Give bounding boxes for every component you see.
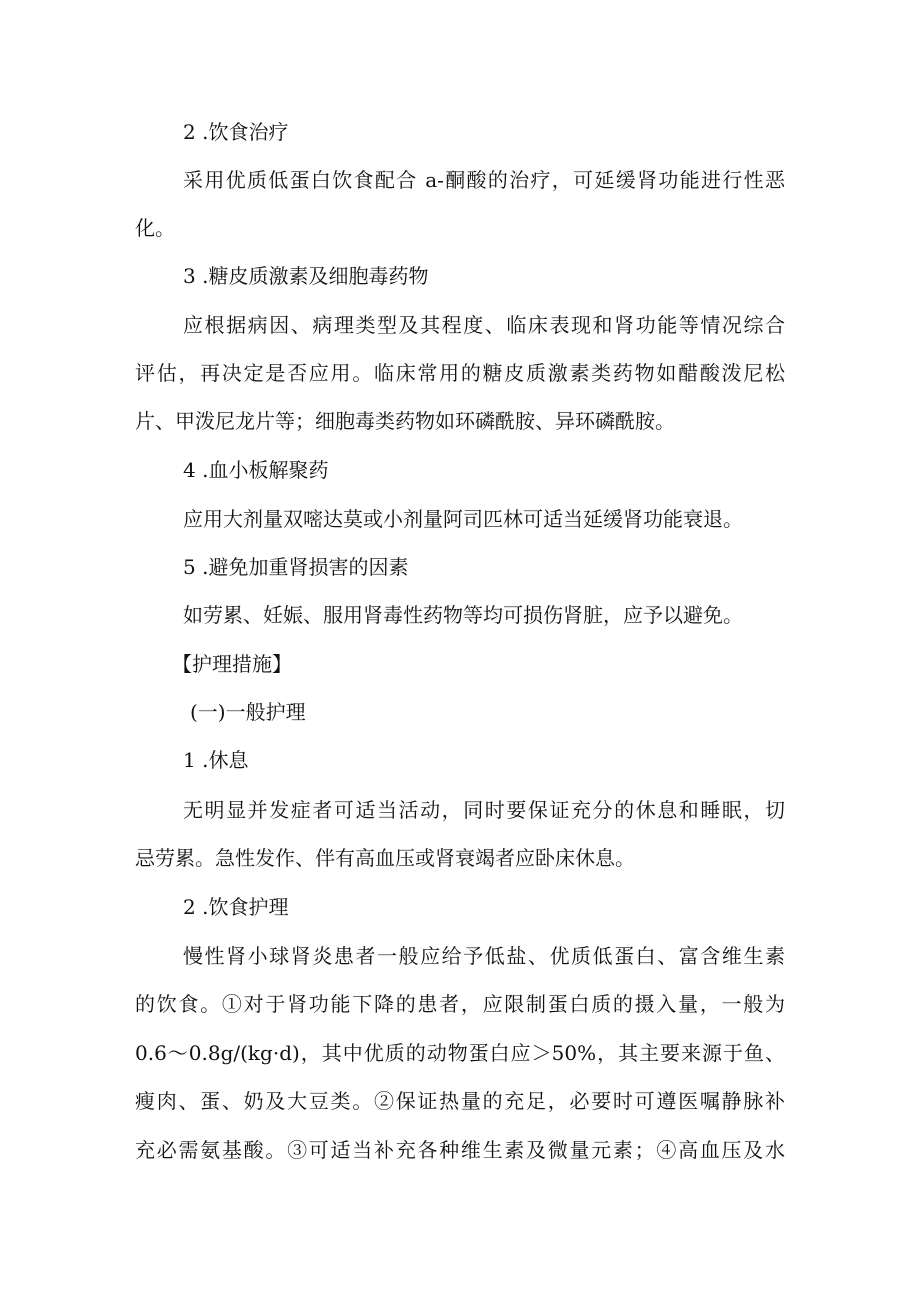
paragraph-line: 忌劳累。急性发作、伴有高血压或肾衰竭者应卧床休息。 [135, 846, 635, 870]
section-title-nursing-measures: 【护理措施】 [172, 652, 292, 676]
paragraph-line: 片、甲泼尼龙片等；细胞毒类药物如环磷酰胺、异环磷酰胺。 [135, 409, 675, 433]
paragraph-line: 0.6～0.8g/(kg·d)，其中优质的动物蛋白应＞50%，其主要来源于鱼、 [135, 1041, 785, 1065]
paragraph-line: 的饮食。①对于肾功能下降的患者，应限制蛋白质的摄入量，一般为 [135, 992, 785, 1016]
paragraph-line: 应根据病因、病理类型及其程度、临床表现和肾功能等情况综合 [183, 313, 785, 337]
heading-antiplatelet: 4 .血小板解聚药 [183, 458, 329, 482]
heading-rest: 1 .休息 [183, 748, 249, 772]
paragraph-line: 采用优质低蛋白饮食配合 a-酮酸的治疗，可延缓肾功能进行性恶 [183, 168, 785, 192]
heading-glucocorticoids: 3 .糖皮质激素及细胞毒药物 [183, 264, 429, 288]
paragraph-line: 化。 [135, 216, 175, 240]
paragraph-line: 慢性肾小球肾炎患者一般应给予低盐、优质低蛋白、富含维生素 [183, 944, 785, 968]
subsection-general-nursing: (一)一般护理 [190, 700, 306, 724]
paragraph-line: 瘦肉、蛋、奶及大豆类。②保证热量的充足，必要时可遵医嘱静脉补 [135, 1089, 785, 1113]
heading-avoid-factors: 5 .避免加重肾损害的因素 [183, 555, 409, 579]
paragraph-line: 充必需氨基酸。③可适当补充各种维生素及微量元素；④高血压及水 [135, 1138, 785, 1162]
paragraph-line: 无明显并发症者可适当活动，同时要保证充分的休息和睡眠，切 [183, 798, 785, 822]
paragraph-line: 如劳累、妊娠、服用肾毒性药物等均可损伤肾脏，应予以避免。 [183, 603, 743, 627]
heading-diet-therapy: 2 .饮食治疗 [183, 120, 289, 144]
paragraph-line: 应用大剂量双嘧达莫或小剂量阿司匹林可适当延缓肾功能衰退。 [183, 507, 743, 531]
paragraph-line: 评估，再决定是否应用。临床常用的糖皮质激素类药物如醋酸泼尼松 [135, 361, 785, 385]
heading-diet-nursing: 2 .饮食护理 [183, 895, 289, 919]
